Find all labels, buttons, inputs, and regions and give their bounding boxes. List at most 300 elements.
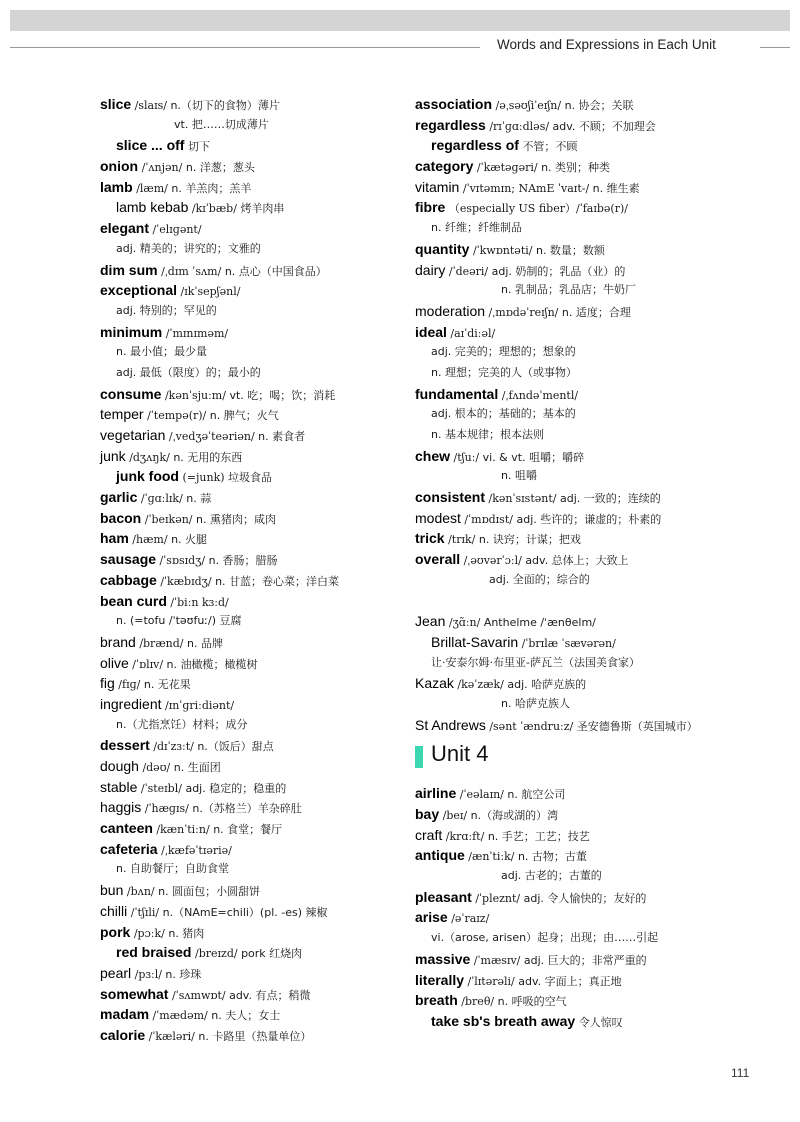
definition: adv. 有点；稍微 [229,988,311,1002]
headword: dim sum [100,261,158,278]
phonetic: /ˈsteɪbl/ [140,781,182,795]
definition: n.（海或湖的）湾 [470,809,559,822]
headword: consistent [415,489,486,506]
phonetic: (=junk) [182,471,225,485]
phonetic: /sənt ˈændruːz/ [489,719,574,733]
definition: n. 最小值；最少量 [116,345,207,359]
headword: bacon [100,509,142,526]
vocab-entry [100,632,440,653]
definition: 让·安泰尔姆·布里亚-萨瓦兰（法国美食家） [431,655,640,669]
definition: vi.（arose, arisen）起身；出现；由……引起 [431,931,659,945]
headword: pork [100,923,131,940]
headword: slice [100,96,132,112]
vocab-entry [100,859,440,880]
headword: regardless of [431,137,519,154]
vocab-entry [100,322,440,343]
phonetic: /ˈmædəm/ [152,1009,208,1023]
vocab-entry [415,425,755,446]
entry-spacer [415,591,755,612]
headword: bean curd [100,592,167,609]
vocab-entry [415,197,755,218]
headword: Jean [415,613,446,630]
definition: pork 红烧肉 [241,947,303,961]
headword: regardless [415,116,486,133]
phonetic: /kənˈsjuːm/ [164,388,226,402]
phonetic: /bʌn/ [126,885,155,899]
vocab-entry [415,804,755,825]
headword: slice ... off [116,137,185,154]
phonetic: /brænd/ [139,636,184,650]
headword: ideal [415,323,447,340]
headword: ingredient [100,695,162,712]
definition: n. (=tofu /ˈtəʊfuː/) 豆腐 [116,614,242,628]
vocab-entry [415,466,755,487]
headword: dough [100,758,139,774]
vocab-entry [100,653,440,674]
definition: adj. 根本的；基础的；基本的 [431,407,576,421]
definition: adj. 一致的；连续的 [559,492,661,506]
headword: moderation [415,302,486,319]
definition: n. 脾气；火气 [209,409,279,423]
vocab-entry [415,928,755,949]
vocab-entry [100,922,440,943]
vocab-entry [100,818,440,839]
definition: adj. 些许的；谦虚的；朴素的 [516,512,662,526]
phonetic: /ˈɡɑːlɪk/ [140,492,183,506]
vocab-entry [100,384,440,405]
definition: adv. 字面上；真正地 [518,974,622,988]
headword: somewhat [100,985,169,1002]
definition: 不管；不顾 [522,140,578,154]
phonetic: /ˈmɒdɪst/ [464,512,513,526]
definition: n. 食堂；餐厅 [213,823,283,837]
vocab-entry [415,508,755,529]
vocab-entry [100,549,440,570]
headword: lamb [100,178,133,195]
vocab-entry [100,425,440,446]
right-column-top [415,94,755,735]
definition: adj. 特别的；罕见的 [116,303,217,317]
definition: n. 协会；关联 [564,99,634,112]
vocab-entry [415,322,755,343]
definition: n.（尤指烹饪）材料；成分 [116,717,248,731]
unit-accent-bar [415,746,423,768]
definition: adv. 总体上；大致上 [525,554,629,568]
definition: 垃圾食品 [228,471,273,485]
vocab-entry [415,301,755,322]
phonetic: /ˌfʌndəˈmentl/ [501,388,579,402]
headword: temper [100,406,144,423]
header-rule-right [760,47,790,48]
headword: overall [415,551,461,568]
headword: minimum [100,323,163,340]
vocab-entry [415,363,755,384]
headword: pearl [100,964,132,981]
definition: vt. 吃；喝；饮；消耗 [229,388,336,402]
headword: craft [415,826,443,843]
headword: dessert [100,737,150,754]
headword: massive [415,950,471,967]
definition: vi. & vt. 咀嚼；嚼碎 [482,450,585,464]
vocab-entry [100,715,440,736]
vocab-entry [100,197,440,218]
phonetic: /ˈʌnjən/ [141,161,183,175]
vocab-entry [415,404,755,425]
headword: cafeteria [100,840,158,857]
phonetic: /ˌəʊvərˈɔːl/ [463,554,522,568]
headword: fig [100,675,115,692]
phonetic: /ɪkˈsepʃənl/ [180,285,241,299]
phonetic: /ʒɑ̃ːn/ [448,616,481,630]
headword: arise [415,909,448,926]
definition: 烤羊肉串 [240,202,285,216]
vocab-entry [100,508,440,529]
vocab-entry [415,177,755,198]
headword: literally [415,971,465,988]
definition: n. 纤维；纤维制品 [431,221,522,235]
vocab-entry [415,866,755,887]
vocab-entry [415,990,755,1011]
vocab-entry [415,487,755,508]
definition: n. 诀窍；计谋；把戏 [478,533,581,547]
vocab-entry [100,446,440,467]
headword: take sb's breath away [431,1012,576,1029]
phonetic: /hæm/ [132,533,168,547]
vocab-entry [415,970,755,991]
definition: n. 乳制品；乳品店；牛奶厂 [501,283,636,297]
vocab-entry [100,301,440,322]
vocab-entry [415,342,755,363]
vocab-entry [100,570,440,591]
definition: n. 猪肉 [168,926,205,940]
vocab-entry [415,845,755,866]
headword: breath [415,992,458,1009]
definition: adj. 全面的；综合的 [489,572,590,586]
definition: n. 夫人；女士 [211,1009,281,1023]
phonetic: /ˈkæbɪdʒ/ [160,574,212,588]
phonetic: /ˈmɪnɪməm/ [165,326,229,340]
vocab-entry [415,825,755,846]
vocab-entry [100,963,440,984]
headword: chilli [100,902,128,919]
vocab-entry [415,1011,755,1032]
definition: n. 无花果 [143,678,191,692]
headword: calorie [100,1026,146,1043]
vocab-entry [100,797,440,818]
vocab-entry [100,487,440,508]
vocab-entry [100,673,440,694]
vocab-entry [415,528,755,549]
vocab-entry [415,384,755,405]
phonetic: /pɜːl/ [134,967,162,981]
headword: vitamin [415,178,460,195]
vocab-entry [100,363,440,384]
definition: n. 圆面包；小圆甜饼 [158,885,261,899]
definition: n. 香肠；腊肠 [208,554,278,568]
vocab-entry [100,528,440,549]
vocab-entry [100,1025,440,1046]
phonetic: /ˈtʃɪli/ [130,905,160,919]
vocab-entry [100,694,440,715]
phonetic: /tʃuː/ [453,450,480,464]
phonetic: /ˈkætəɡəri/ [476,161,538,175]
phonetic: /kənˈsɪstənt/ [488,492,557,506]
vocab-entry [100,735,440,756]
headword: fundamental [415,385,499,402]
definition: adv. 不顾；不加理会 [552,119,656,133]
vocab-entry [100,156,440,177]
vocab-entry [100,404,440,425]
definition: n. 火腿 [171,533,208,547]
definition: n. 卡路里（热量单位） [198,1029,312,1043]
vocab-entry [100,94,440,115]
phonetic: /ˈkæləri/ [148,1029,195,1043]
unit-title: Unit 4 [431,741,489,767]
definition: n. 蒜 [186,492,212,506]
vocab-entry [100,1004,440,1025]
definition: n. 理想；完美的人（或事物） [431,365,577,379]
phonetic: /ˈbeɪkən/ [144,512,193,526]
headword: elegant [100,220,150,237]
phonetic: /dəʊ/ [142,761,171,774]
definition: n. 哈萨克族人 [501,696,570,710]
vocab-entry [100,777,440,798]
vocab-entry [415,694,755,715]
headword: sausage [100,551,157,568]
phonetic: /ˈbiːn kɜːd/ [170,595,229,609]
phonetic: /ˈkwɒntəti/ [472,243,533,257]
definition: adj. 完美的；理想的；想象的 [431,345,576,359]
definition: n. 古物；古董 [517,850,587,864]
phonetic: /ˌvedʒəˈteəriən/ [168,430,255,443]
vocab-entry [415,135,755,156]
headword: ham [100,530,129,547]
vocab-entry [415,570,755,591]
phonetic: /rɪˈɡɑːdləs/ [489,119,550,133]
phonetic: /kəˈzæk/ [457,678,504,692]
definition: n. 类别；种类 [541,161,611,175]
headword: Brillat-Savarin [431,633,519,650]
headword: Kazak [415,675,454,692]
definition: n. 数量；数额 [535,243,605,257]
phonetic: /aɪˈdiːəl/ [450,326,496,340]
vocab-entry [415,280,755,301]
definition: n. 珍珠 [165,967,202,981]
definition: vt. 把……切成薄片 [174,117,269,131]
vocab-entry [100,942,440,963]
phonetic: /ˈhæɡɪs/ [144,802,189,816]
vocab-entry [415,218,755,239]
vocab-entry [100,260,440,281]
vocab-entry [415,446,755,467]
running-header: Words and Expressions in Each Unit [497,37,716,52]
phonetic: /ˌmɒdəˈreɪʃn/ [488,305,559,319]
vocab-entry [415,549,755,570]
vocab-entry [100,239,440,260]
definition: 切下 [187,140,210,154]
phonetic: /krɑːft/ [445,829,485,843]
headword: vegetarian [100,427,166,443]
phonetic: /ˈsʌmwɒt/ [171,988,226,1002]
headword: pleasant [415,888,472,905]
headword: exceptional [100,282,178,299]
headword: St Andrews [415,716,486,733]
headword: bun [100,882,124,899]
definition: n. 航空公司 [507,788,566,802]
page-number: 111 [731,1066,750,1080]
definition: 令人惊叹 [578,1015,623,1029]
definition: n.（NAmE=chili）(pl. -es) 辣椒 [162,905,328,919]
vocab-entry [100,177,440,198]
phonetic: /trɪk/ [448,533,476,547]
definition: adj. 最低（限度）的；最小的 [116,365,261,379]
headword: stable [100,778,138,795]
phonetic: /slaɪs/ [134,99,167,112]
headword: fibre [415,199,446,216]
headword: haggis [100,799,142,816]
vocab-entry [415,115,755,136]
definition: n. 素食者 [258,430,306,443]
phonetic: /pɔːk/ [133,926,165,940]
definition: n.（切下的食物）薄片 [170,99,280,112]
headword: association [415,96,493,112]
vocab-entry [415,94,755,115]
headword: red braised [116,944,192,961]
headword: junk [100,447,126,464]
definition: adj. 令人愉快的；友好的 [523,891,647,905]
phonetic: /ˈtempə(r)/ [147,409,207,423]
phonetic: （especially US fiber）/ˈfaɪbə(r)/ [448,202,628,216]
vocab-entry [100,218,440,239]
headword: garlic [100,489,138,506]
definition: adj. 哈萨克族的 [507,678,587,692]
phonetic: /kɪˈbæb/ [191,202,237,216]
definition: n. 手艺；工艺；技艺 [487,829,590,843]
headword: olive [100,654,129,671]
headword: quantity [415,240,470,257]
headword: trick [415,530,445,547]
phonetic: /ˈvɪtəmɪn; NAmE ˈvaɪt-/ [462,181,590,195]
definition: adj. 古老的；古董的 [501,869,602,883]
definition: adj. 精美的；讲究的；文雅的 [116,241,261,255]
definition: n. 维生素 [592,181,640,195]
headword: airline [415,785,457,802]
definition: n. 熏猪肉；咸肉 [196,512,276,526]
headword: junk food [116,468,179,485]
phonetic: /ˈelɪɡənt/ [152,223,202,237]
definition: Anthelme /ˈænθelm/ [483,616,596,630]
right-column-bottom [415,783,755,1031]
vocab-entry [100,880,440,901]
vocab-entry [415,653,755,674]
definition: n. 咀嚼 [501,469,537,483]
headword: chew [415,447,451,464]
unit-heading [415,735,755,783]
definition: n. 适度；合理 [561,305,631,319]
vocab-entry [100,466,440,487]
phonetic: /ˈbrɪlæ ˈsævərən/ [521,636,616,650]
definition: n. 自助餐厅；自助食堂 [116,862,229,876]
phonetic: /ˈeəlaɪn/ [459,788,504,802]
headword: dairy [415,261,446,278]
vocab-entry [415,611,755,632]
top-band [10,10,790,31]
phonetic: /beɪ/ [442,809,468,822]
phonetic: /dɪˈzɜːt/ [153,740,194,754]
definition: n.（苏格兰）羊杂碎肚 [192,802,302,816]
definition: n. 品牌 [187,636,223,650]
headword: canteen [100,820,153,837]
vocab-entry [415,156,755,177]
vocab-entry [100,135,440,156]
vocab-entry [100,984,440,1005]
header-rule [10,47,480,48]
phonetic: /kænˈtiːn/ [156,823,210,837]
vocab-entry [100,591,440,612]
vocab-entry [100,342,440,363]
headword: lamb kebab [116,199,189,216]
definition: n. 洋葱；葱头 [185,161,255,175]
definition: n. 无用的东西 [173,450,243,464]
phonetic: /breθ/ [461,995,495,1009]
vocab-entry [415,783,755,804]
definition: n. 油橄榄；橄榄树 [166,657,258,671]
headword: bay [415,806,440,822]
vocab-entry [100,115,440,136]
vocab-entry [100,756,440,777]
headword: madam [100,1006,150,1023]
headword: cabbage [100,571,157,588]
vocab-entry [415,239,755,260]
phonetic: /breɪzd/ [194,947,238,961]
definition: n. 生面团 [173,761,221,774]
headword: onion [100,158,139,175]
vocab-entry [415,260,755,281]
vocab-entry [415,632,755,653]
phonetic: /ˌkæfəˈtɪəriə/ [161,843,232,857]
headword: consume [100,385,162,402]
phonetic: /əˈraɪz/ [451,912,490,926]
vocab-entry [100,839,440,860]
definition: n. 呼吸的空气 [497,995,567,1009]
phonetic: /əˌsəʊʃiˈeɪʃn/ [495,99,562,112]
phonetic: /ˈɒlɪv/ [132,657,164,671]
definition: adj. 奶制的；乳品（业）的 [491,264,626,278]
phonetic: /læm/ [136,181,168,195]
vocab-entry [100,901,440,922]
phonetic: /ˈmæsɪv/ [473,953,521,967]
phonetic: /ɪnˈɡriːdiənt/ [165,698,235,712]
vocab-entry [415,715,755,736]
phonetic: /ˈsɒsɪdʒ/ [159,554,206,568]
definition: n. 点心（中国食品） [224,264,327,278]
phonetic: /ænˈtiːk/ [468,850,515,864]
definition: 圣安德鲁斯（英国城市） [576,719,698,733]
headword: modest [415,509,461,526]
phonetic: /ˈpleznt/ [475,891,521,905]
phonetic: /ˌdɪm ˈsʌm/ [161,264,222,278]
definition: adj. 稳定的；稳重的 [185,781,287,795]
vocab-entry [100,280,440,301]
right-column [415,94,755,1032]
definition: n. 羊羔肉；羔羊 [171,181,252,195]
headword: brand [100,633,136,650]
definition: n.（饭后）甜点 [197,740,274,754]
vocab-entry [415,887,755,908]
vocab-entry [415,949,755,970]
definition: adj. 巨大的；非常严重的 [523,953,647,967]
phonetic: /dʒʌŋk/ [129,450,170,464]
